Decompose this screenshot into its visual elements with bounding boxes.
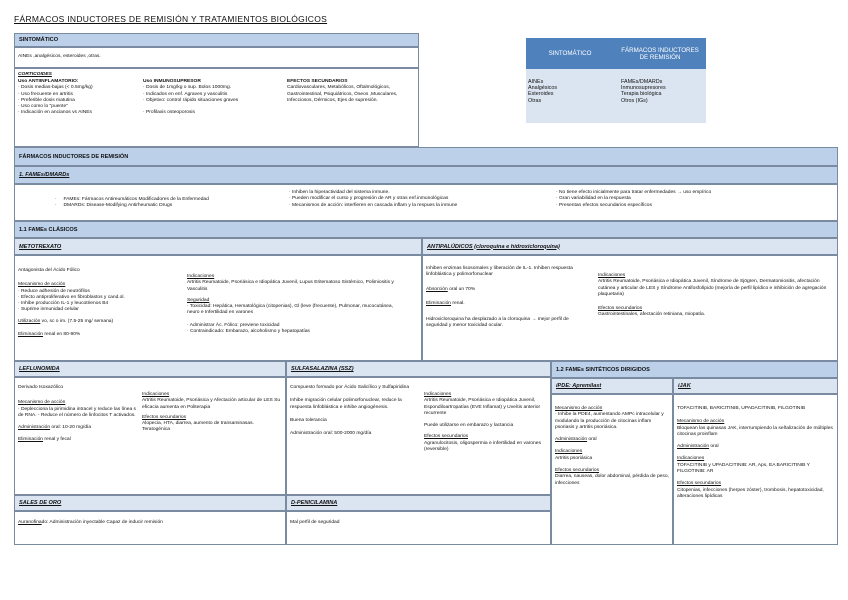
antiinflamatorio-item: · Preferible dosis matutina	[18, 97, 75, 103]
antipaludicos-elim-text: renal.	[451, 300, 465, 306]
jak-header	[673, 378, 838, 394]
jak-admin-label: Administración	[677, 444, 710, 450]
sulfasalazina-indicaciones-title: Indicaciones	[424, 392, 452, 397]
jak-admin-text: oral	[709, 444, 719, 450]
antipaludicos-indicaciones-text: Artritis Reumatoide, Psoriásica e Idiopática Juvenil, Síndrome de Sjögren, Dermatomiositis, afectación cutánea y articular de LES y Síndrome Antifosfolípido (mejoría de perfil lipídico e inhibición de agregación plaquetaria)	[598, 279, 827, 297]
efectos-text: Cardiovasculares, Metabólicos, Oftalmológicos, Gastrointestinal, Psiquiátricos, Óseos ,Musculares, Infecciosos, Dérmicos, Ejes de supresión.	[287, 85, 398, 103]
sales-text: do: Administración inyectable Capaz de inducir remisión	[41, 520, 163, 525]
pde-efectos-title: Efectos secundarios	[555, 468, 600, 474]
jak-admin	[677, 444, 834, 450]
leflunomida-elim-label: Eliminación	[18, 437, 44, 443]
antipaludicos-efectos-text: Gastrointestinales, afectación retiniana, miopatía.	[598, 312, 706, 318]
sales-label: Auranofina	[18, 520, 42, 525]
antiinflamatorio-section	[18, 79, 138, 117]
antipaludicos-intro: Inhiben enzimas lisosomales y liberación de IL-1. Inhiben respuesta linfoblástica y polimorfonuclear	[426, 266, 573, 278]
inmunosupresor-title: Uso INMUNOSUPRESOR	[143, 79, 201, 84]
sintomatico-intro: AINEs ,analgésicos, esteroides ,otras.	[18, 54, 101, 59]
metotrexato-mecanismo-item: · Reduce adhesión de neutrófilos	[18, 288, 90, 294]
antiinflamatorio-item: · Indicación en ancianos vs AINEs	[18, 110, 92, 116]
leflunomida-admin-text: oral: 10-20 mg/día	[50, 425, 92, 431]
pde-admin-text: oral	[587, 437, 597, 443]
metotrexato-indicaciones-title: Indicaciones	[187, 274, 215, 279]
efectos-title: EFECTOS SECUNDARIOS	[287, 79, 348, 84]
inmunosupresor-item: · Dosis de 1mg/kg o sup. Bolos 1000mg.	[143, 85, 232, 91]
jak-header-text: iJAK	[678, 383, 691, 389]
antipaludicos-left	[426, 266, 591, 330]
legend-cell: AINEs	[528, 79, 544, 85]
fames-item: · Mecanismos de acción: interfieren en cascada inflam y la respues la inmune	[289, 202, 458, 208]
fames-col3	[556, 190, 836, 209]
sulfasalazina-box	[286, 377, 551, 495]
sales-header-text: SALES DE ORO	[19, 500, 62, 506]
leflunomida-header-text: LEFLUNOMIDA	[19, 366, 60, 372]
utilizacion-text: vo, sc o im. (7.5-25 mg/ semana)	[40, 318, 114, 324]
fames-header-text: 1. FAMEs/DMARDs	[19, 172, 70, 178]
metotrexato-seguridad-title: Seguridad	[187, 297, 210, 303]
leflunomida-box	[14, 377, 286, 495]
antipaludicos-header	[422, 238, 838, 255]
metotrexato-box	[14, 255, 422, 361]
sulfasalazina-intro: Compuesto formado por Ácido Salicílico y Sulfapiridina	[290, 385, 410, 390]
sulfasalazina-header	[286, 361, 551, 377]
antipaludicos-box	[422, 255, 838, 361]
sulfasalazina-inhibe: Inhibe migración celular polimorfonuclear, reduce la respuesta linfoblástica e inhibe angiogénesis.	[290, 398, 402, 410]
jak-drugs: TOFACITINIB, BARICITINIB, UPADACITINIB, FILGOTINIB	[677, 406, 806, 411]
metotrexato-mecanismo-item: · Inhibe producción IL-1 y leucotrienos B4	[18, 301, 109, 307]
fames-item: · Presentan efectos secundarios específicos	[556, 202, 652, 208]
sales-text-wrap	[18, 520, 188, 526]
leflunomida-efectos-title: Efectos secundarios	[142, 414, 187, 420]
fames-header	[14, 166, 838, 184]
leflunomida-indicaciones-title: Indicaciones	[142, 392, 170, 397]
jak-efectos-text: Citopenias, infecciones (herpes zóster), trombosis, hepatotoxicidad, alteraciones lipídicas	[677, 487, 824, 499]
jak-indicaciones-text: TOFACITINIB y UPADACITINIB: AR, Aps, EA BARICITINIB Y FILGOTINIB: AR	[677, 462, 810, 475]
antipaludicos-indicaciones-title: Indicaciones	[598, 273, 626, 278]
profilaxis-text: · Profilaxis osteoporosis	[143, 110, 195, 116]
leflunomida-indicaciones-text: Artritis Reumatoide, Psoriásica y Afectación articular de LES Su eficacia aumenta en Politerapia	[142, 398, 281, 410]
antipaludicos-eliminacion	[426, 301, 591, 307]
jak-mecanismo-text: Bloquean las quinasas JAK, interrumpiendo la señalización de múltiples citocinas proinflam	[677, 425, 833, 437]
sulfasalazina-tolerancia: Buena tolerancia	[290, 417, 327, 423]
fames-col2	[289, 190, 551, 209]
legend-cell: Otras	[528, 97, 542, 104]
legend-cell: Terapia biológica	[621, 91, 662, 98]
pde-admin-label: Administración	[555, 437, 588, 443]
eliminacion-text: renal en 80-90%	[43, 332, 81, 338]
sales-header	[14, 495, 286, 511]
fames-col1	[55, 197, 295, 210]
dpenicilamina-box	[286, 511, 551, 545]
sintomatico-header: SINTOMÁTICO	[14, 33, 419, 47]
antipaludicos-elim-label: Eliminación	[426, 300, 452, 306]
pde-header	[551, 378, 673, 394]
pde-indicaciones-text: Artritis psoriásica	[555, 455, 593, 461]
metotrexato-seg-item: · Contraindicado: Embarazo, alcoholismo y hepatopatías	[187, 329, 310, 335]
sulfasalazina-efectos-title: Efectos secundarios	[424, 434, 469, 440]
antiinflamatorio-item: · Dosis medias-bajas (< 0.5mg/kg)	[18, 85, 93, 91]
metotrexato-indicaciones-text: Artritis Reumatoide, Psoriásica e Idiopática Juvenil, Lupus Eritematoso Sistémico, Polimiositis y Vasculitis	[187, 280, 394, 292]
leflunomida-elim	[18, 437, 138, 443]
efectos-section	[287, 79, 403, 104]
corticoides-title: CORTICOIDES	[18, 72, 52, 77]
metotrexato-mecanismo-item: · Efecto antiproliferativo en fibroblastos y cand.ol.	[18, 294, 125, 300]
fames-item-text: FAMEs: Fármacos Antireumáticos Modificadores de la Enfermedad	[63, 197, 209, 202]
legend-table	[526, 38, 706, 123]
sulfasalazina-left	[290, 385, 418, 437]
fames-item: · No tiene efecto inicialmente para tratar enfermedades → uso empírico	[556, 190, 712, 195]
fames-item: · FAMEs: Fármacos Antireumáticos Modificadores de la Enfermedad	[55, 197, 209, 202]
pde-efectos-text: Diarrea, nauseas, dolor abdominal, pérdida de peso, infecciones	[555, 474, 669, 486]
antiinflamatorio-title: Uso ANTIINFLAMATORIO:	[18, 79, 79, 84]
sulfasalazina-indicaciones-text: Artritis Reumatoide, Psoriásica e Idiopática Juvenil, Espondiloartropatías (EVE Inflamat) y Uveítis anterior recurrente	[424, 398, 541, 416]
metotrexato-right	[187, 274, 399, 335]
antipaludicos-efectos-title: Efectos secundarios	[598, 306, 643, 312]
legend-col1-header: SINTOMÁTICO	[526, 38, 614, 69]
antipaludicos-hidroxi: Hidroxicloroquina ha desplazado a la cloroquina → mejor perfil de seguridad y menor toxicidad ocular.	[426, 317, 569, 329]
leflunomida-header	[14, 361, 286, 377]
absorcion-text: oral un 70%	[447, 286, 476, 292]
corticoides-box	[14, 68, 419, 147]
sintomatico-intro-box	[14, 47, 419, 68]
antipaludicos-header-text: ANTIPALÚDICOS (cloroquina e hidroxicloroquina)	[427, 243, 560, 250]
metotrexato-antagonista: Antagonista del Ácido Fólico	[18, 268, 80, 273]
fames-item: · DMARDs: Disease-Modifying Antirheumatic Drugs	[55, 203, 173, 209]
legend-row	[526, 98, 706, 104]
leflunomida-right	[142, 392, 282, 434]
eliminacion-label: Eliminación	[18, 332, 44, 338]
antiinflamatorio-item: · Uso como lo "puente"	[18, 104, 68, 110]
legend-cell: Inmunosupresores	[621, 85, 666, 92]
pde-box	[551, 394, 673, 545]
legend-cell: Analgésicos	[528, 85, 558, 92]
metotrexato-mecanismo-title: Mecanismo de acción	[18, 282, 66, 288]
fames-item: · Gran variabilidad en la respuesta	[556, 196, 631, 202]
pde-indicaciones-title: Indicaciones	[555, 449, 583, 455]
pde-admin	[555, 437, 669, 443]
sulfasalazina-right	[424, 392, 548, 453]
fir-header: FÁRMACOS INDUCTORES DE REMISIÓN	[14, 147, 838, 166]
dpenicilamina-header-text: D-PENICILAMINA	[291, 500, 338, 506]
metotrexato-header	[14, 238, 422, 255]
pde-mecanismo-title: Mecanismo de acción	[555, 406, 603, 411]
sinteticos-header: 1.2 FAMEs SINTÉTICOS DIRIGIDOS	[551, 361, 838, 378]
inmunosupresor-section	[143, 79, 281, 116]
metotrexato-mecanismo-item: · Suprime inmunidad celular	[18, 307, 79, 313]
metotrexato-seguridad-text: · Toxicidad: Hepática, Hematológica (citopenias), Gl (leve (frecuente), Pulmonar, mucocutánea, neuro e Infertilidad en varones	[187, 304, 393, 316]
legend-cell: Otros (IGs)	[621, 97, 648, 104]
leflunomida-elim-text: renal y fecal	[43, 437, 71, 443]
antiinflamatorio-item: · Uso frecuente en artritis	[18, 91, 73, 97]
sulfasalazina-embarazo: Puede utilizarse en embarazo y lactancia	[424, 423, 514, 429]
leflunomida-mecanismo-title: Mecanismo de acción	[18, 400, 66, 406]
fames-item-text: DMARDs: Disease-Modifying Antirheumatic Drugs	[63, 203, 173, 209]
clasicos-header: 1.1 FAMEs CLÁSICOS	[14, 221, 838, 238]
pde-mecanismo-text: · Inhibe la PDE4, aumentando AMPc intracelular y modulando la producción de citocinas inflam psoriasis y artritis psoriásica.	[555, 412, 664, 430]
metotrexato-left	[18, 268, 183, 338]
leflunomida-admin-label: Administración	[18, 425, 51, 431]
sulfasalazina-efectos-text: Agranulocitosis, oligospermia e infertilidad en varones (reversible)	[424, 440, 541, 453]
leflunomida-mecanismo-text: · Deplecciona la pirimidina intracel y reduce las línea s de RNA. - Reduce el número de linfocitos T activados.	[18, 406, 136, 418]
jak-indicaciones-title: Indicaciones	[677, 456, 705, 462]
metotrexato-header-text: METOTREXATO	[19, 243, 62, 250]
inmunosupresor-item: · Indicados en enf. Agraves y vasculitis	[143, 91, 228, 97]
leflunomida-left	[18, 385, 138, 444]
metotrexato-utilizacion	[18, 319, 183, 325]
inmunosupresor-item: · Objetivo: control rápido situaciones graves	[143, 97, 239, 103]
dpenicilamina-text: Mal perfil de seguridad	[290, 520, 340, 525]
antipaludicos-right	[598, 273, 833, 319]
fames-item: · Inhiben la hiperactividad del sistema inmune.	[289, 190, 390, 195]
legend-body	[526, 69, 706, 123]
absorcion-label: Absorción	[426, 286, 448, 292]
pde-header-text: iPDE: Apremilast	[556, 383, 602, 389]
sales-box	[14, 511, 286, 545]
legend-col2-header: FÁRMACOS INDUCTORES DE REMISIÓN	[614, 38, 706, 69]
fames-item: · Pueden modificar el curso y progresión de AR y otras enf.inmunológicas	[289, 196, 449, 202]
fames-box	[14, 184, 838, 221]
jak-box	[673, 394, 838, 545]
metotrexato-eliminacion	[18, 332, 183, 338]
jak-efectos-title: Efectos secundarios	[677, 481, 722, 487]
leflunomida-admin	[18, 425, 138, 431]
jak-mecanismo-title: Mecanismo de acción	[677, 419, 725, 425]
sulfasalazina-admin: Administración oral: 500-2000 mg/día	[290, 431, 372, 437]
legend-cell: FAMEs/DMARDs	[621, 79, 663, 85]
leflunomida-derivado: Derivado Isoxazólico	[18, 385, 64, 390]
page-title: FÁRMACOS INDUCTORES DE REMISIÓN Y TRATAMIENTOS BIOLÓGICOS	[14, 14, 328, 24]
dpenicilamina-header	[286, 495, 551, 511]
leflunomida-efectos-text: Alopecia, HTA, diarrea, aumento de transaminasas. Teratogénica	[142, 421, 254, 433]
antipaludicos-absorcion	[426, 287, 591, 293]
sulfasalazina-header-text: SULFASALAZINA (SSZ)	[291, 366, 354, 372]
metotrexato-seg-item: · Administrar Ác. Fólico: previene toxicidad	[187, 322, 280, 328]
legend-cell: Esteroides	[528, 91, 554, 98]
utilizacion-label: Utilización	[18, 318, 41, 324]
